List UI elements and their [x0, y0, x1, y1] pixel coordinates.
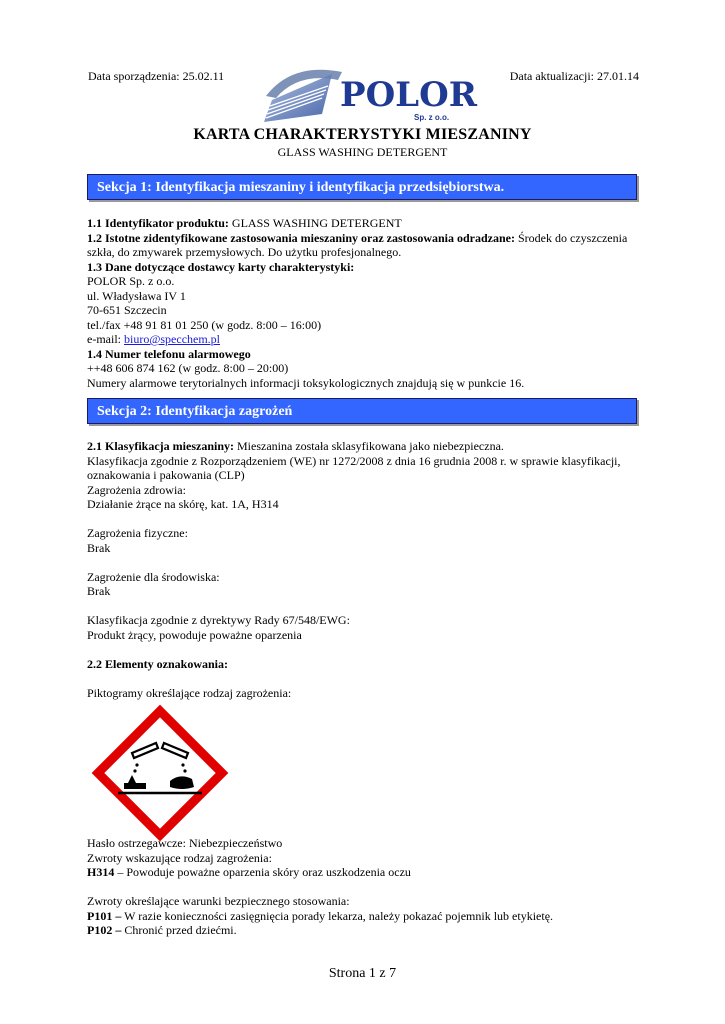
company-telfax: tel./fax +48 91 81 01 250 (w godz. 8:00 – 16:00)	[87, 317, 322, 332]
email-link[interactable]: biuro@specchem.pl	[123, 332, 221, 346]
section-2-heading: Sekcja 2: Identyfikacja zagrożeń	[87, 398, 637, 424]
env-label: Zagrożenie dla środowiska:	[87, 569, 220, 584]
page-number: Strona 1 z 7	[328, 966, 397, 981]
logo-text: POLOR	[340, 75, 477, 115]
p12-label: 1.2 Istotne zidentyfikowane zastosowania mieszaniny oraz zastosowania odradzane:	[87, 230, 515, 245]
p13-label: 1.3 Dane dotyczące dostawcy karty charakterystyki:	[87, 259, 355, 274]
h314-code: H314	[87, 865, 115, 879]
corrosive-ghs-pictogram	[90, 703, 230, 843]
document-title: KARTA CHARAKTERYSTYKI MIESZANINY	[193, 126, 532, 143]
polor-logo	[262, 66, 477, 126]
section-1-heading: Sekcja 1: Identyfikacja mieszaniny i identyfikacja przedsiębiorstwa.	[87, 174, 637, 200]
directive-value: Produkt żrący, powoduje poważne oparzenia	[87, 627, 302, 642]
health-value: Działanie żrące na skórę, kat. 1A, H314	[87, 497, 279, 511]
p12-value: Środek do czyszczenia szkła, do zmywarek przemysłowych. Do użytku profesjonalnego.	[87, 230, 628, 259]
section-1-content	[87, 216, 642, 390]
logo-sub: Sp. z o.o.	[414, 113, 450, 122]
env-value: Brak	[87, 584, 111, 598]
h-statements-label: Zwroty wskazujące rodzaj zagrożenia:	[87, 850, 272, 865]
p21-value: Mieszanina została sklasyfikowana jako niebezpieczna.	[234, 439, 504, 453]
company-name: POLOR Sp. z o.o.	[87, 274, 175, 288]
signal-word: Hasło ostrzegawcze: Niebezpieczeństwo	[87, 836, 283, 850]
p21-label: 2.1 Klasyfikacja mieszaniny:	[87, 439, 234, 453]
document-subtitle: GLASS WASHING DETERGENT	[277, 145, 448, 159]
p14-label: 1.4 Numer telefonu alarmowego	[87, 346, 251, 361]
p11-value: GLASS WASHING DETERGENT	[228, 216, 402, 230]
email-label: e-mail:	[87, 332, 124, 346]
p102-code: P102 –	[87, 923, 122, 937]
directive-label: Klasyfikacja zgodnie z dyrektywy Rady 67/548/EWG:	[87, 613, 350, 627]
pictogram-label: Piktogramy określające rodzaj zagrożenia:	[87, 685, 292, 700]
created-date: Data sporządzenia: 25.02.11	[88, 69, 225, 83]
health-label: Zagrożenia zdrowia:	[87, 482, 186, 497]
alarm-note: Numery alarmowe terytorialnych informacji toksykologicznych znajdują się w punkcie 16.	[87, 375, 525, 390]
h314-text: – Powoduje poważne oparzenia skóry oraz uszkodzenia oczu	[114, 865, 411, 879]
p101-text: W razie konieczności zasięgnięcia porady lekarza, należy pokazać pojemnik lub etykietę.	[121, 908, 554, 923]
p11-label: 1.1 Identyfikator produktu:	[87, 216, 229, 230]
physical-label: Zagrożenia fizyczne:	[87, 526, 188, 540]
section-2-content	[87, 439, 642, 700]
p-statements-label: Zwroty określające warunki bezpiecznego stosowania:	[87, 894, 350, 908]
physical-value: Brak	[87, 540, 111, 555]
p102-text: Chronić przed dziećmi.	[121, 923, 237, 937]
company-city: 70-651 Szczecin	[87, 303, 167, 317]
p22-label: 2.2 Elementy oznakowania:	[87, 656, 228, 671]
company-street: ul. Władysława IV 1	[87, 288, 186, 303]
p101-code: P101 –	[87, 908, 122, 923]
section-2-labeling	[87, 836, 642, 938]
alarm-phone: ++48 606 874 162 (w godz. 8:00 – 20:00)	[87, 361, 289, 375]
updated-date: Data aktualizacji: 27.01.14	[509, 69, 639, 83]
clp-text: Klasyfikacja zgodnie z Rozporządzeniem (WE) nr 1272/2008 z dnia 16 grudnia 2008 r. w sprawie klasyfikacji, oznakowania i pakowania (CLP)	[87, 453, 621, 482]
